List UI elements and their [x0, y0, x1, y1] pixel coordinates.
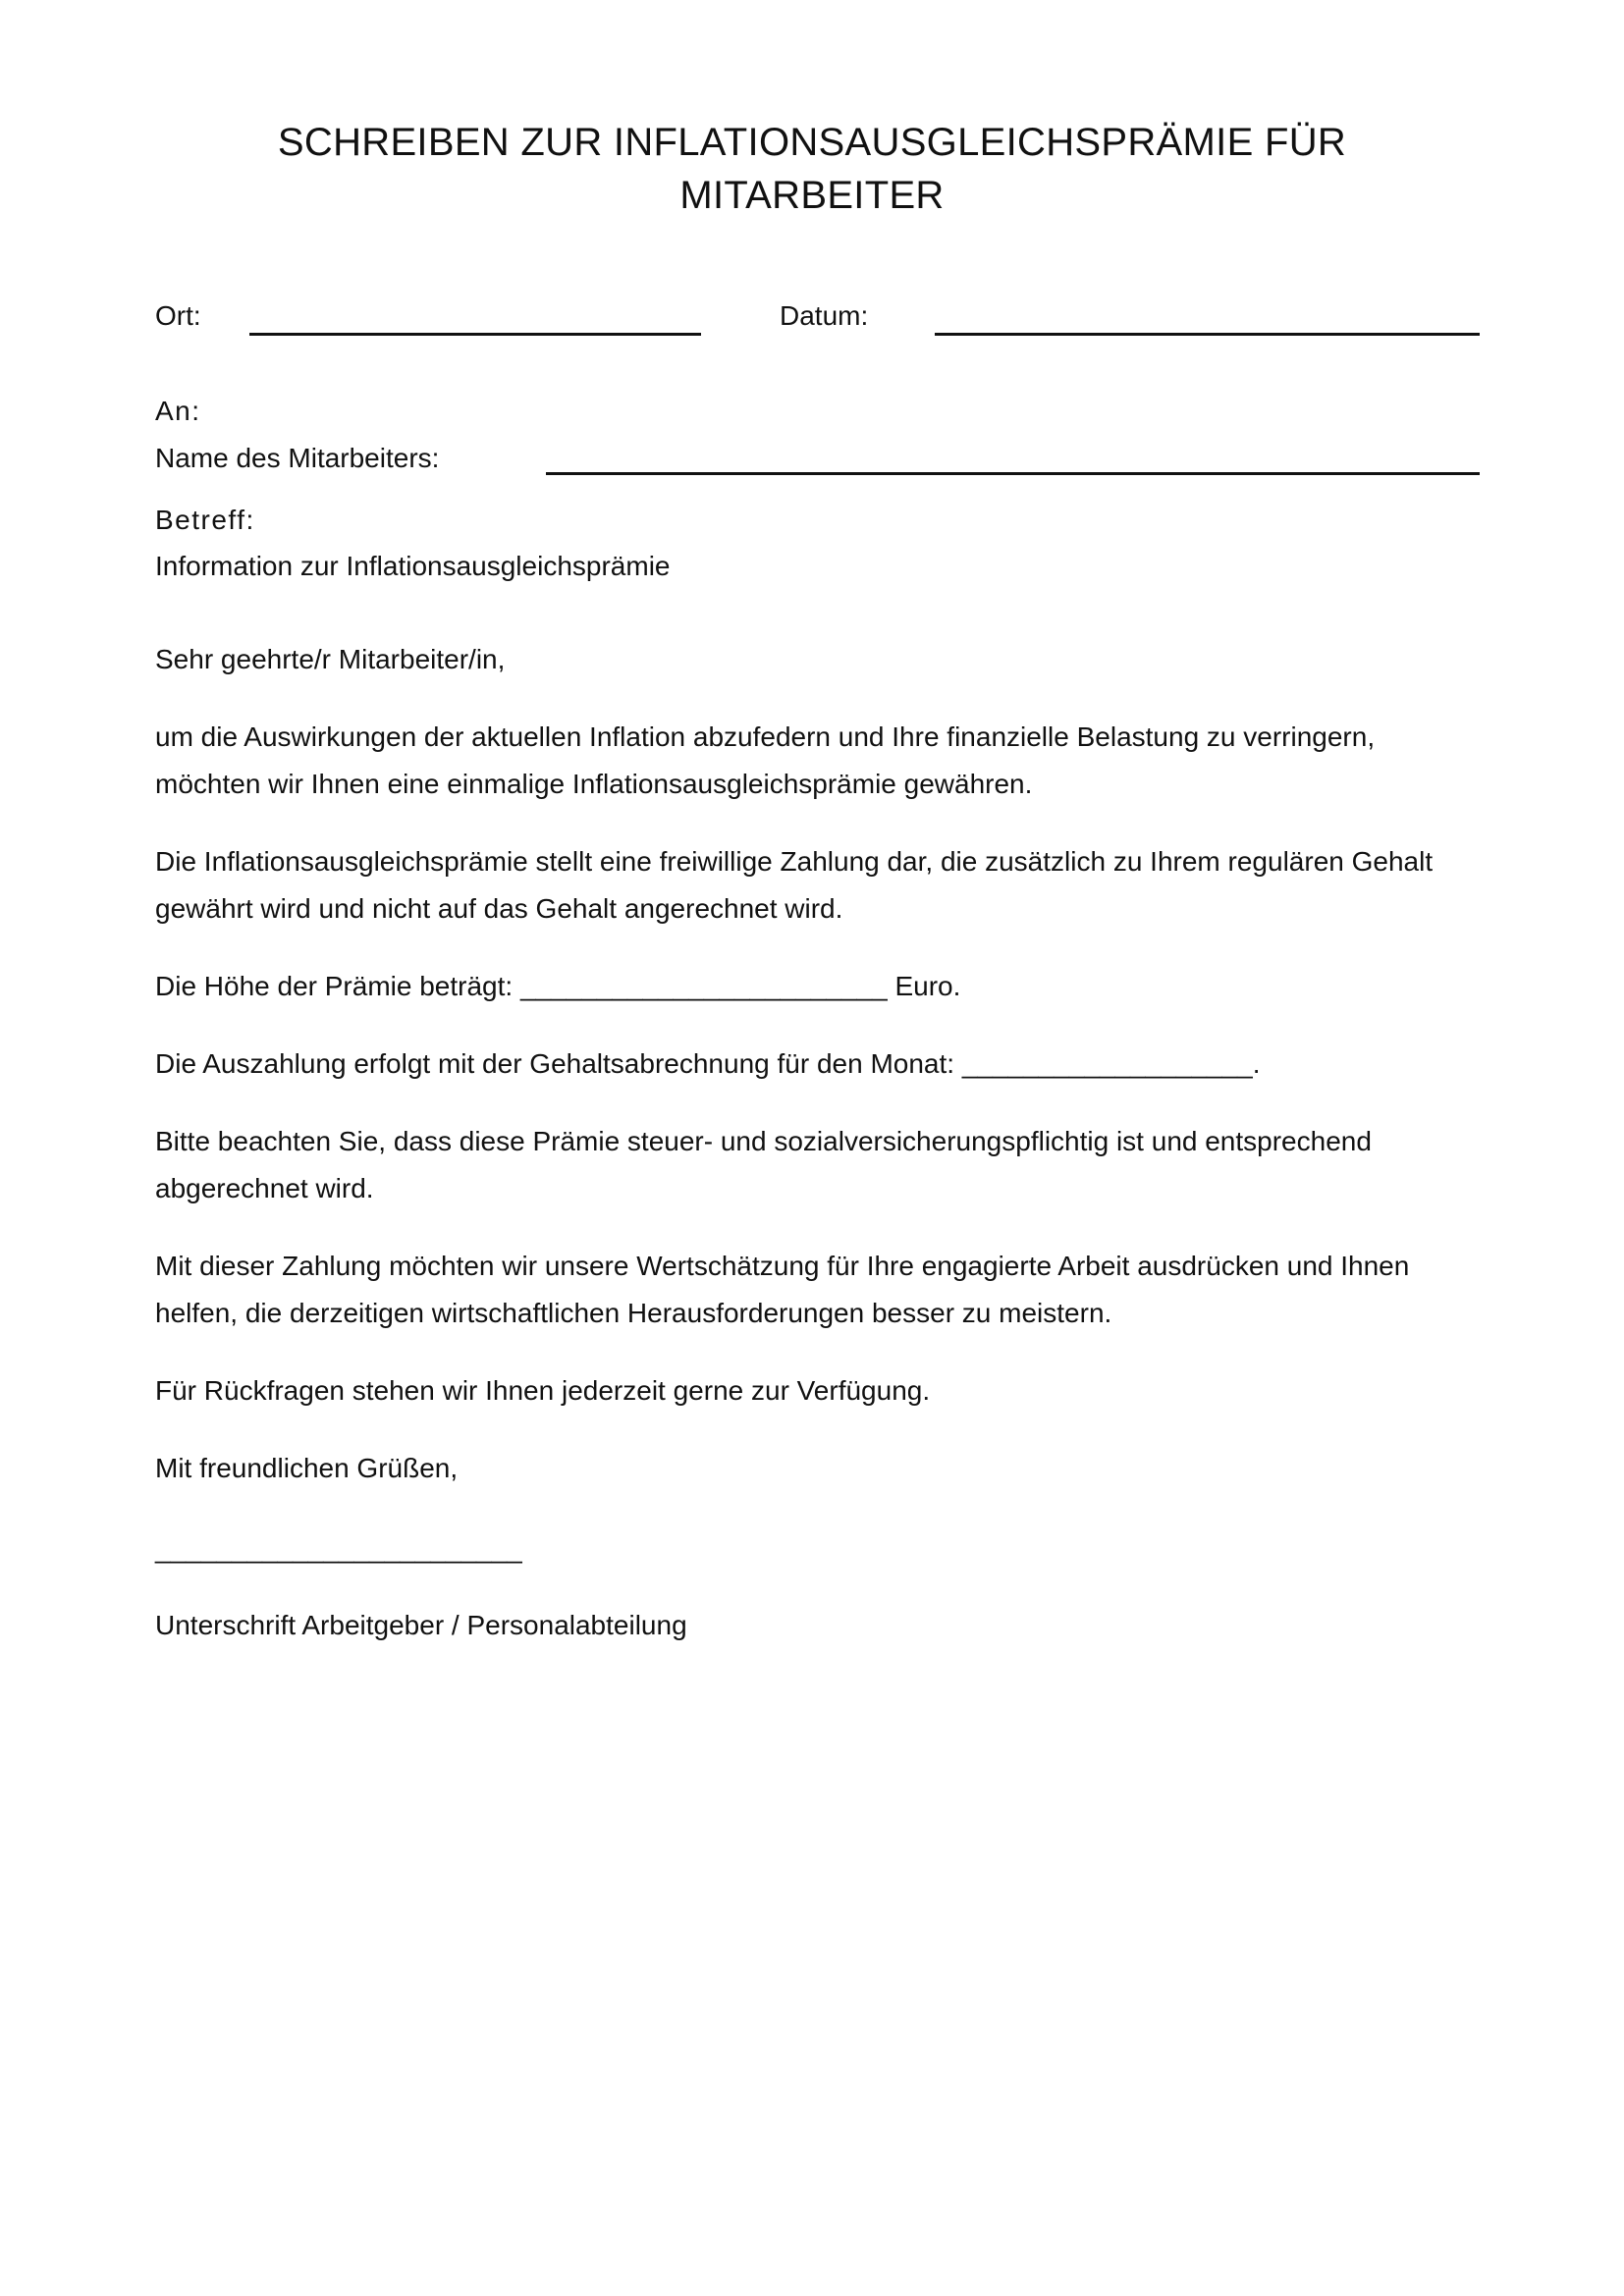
employee-name-field-line[interactable]: [546, 472, 1480, 475]
document-title-line-2: MITARBEITER: [679, 174, 945, 217]
ort-label: Ort:: [155, 300, 201, 331]
subject-label: Betreff:: [155, 505, 255, 535]
salutation: Sehr geehrte/r Mitarbeiter/in,: [155, 644, 506, 674]
datum-field-line[interactable]: [935, 333, 1480, 336]
paragraph-6-line-1: Mit dieser Zahlung möchten wir unsere Wertschätzung für Ihre engagierte Arbeit ausdrücken und Ihnen: [155, 1251, 1410, 1281]
premium-amount-line: Die Höhe der Prämie beträgt: ________________________ Euro.: [155, 971, 961, 1001]
paragraph-6-line-2: helfen, die derzeitigen wirtschaftlichen Herausforderungen besser zu meistern.: [155, 1298, 1112, 1328]
paragraph-2-line-1: Die Inflationsausgleichsprämie stellt eine freiwillige Zahlung dar, die zusätzlich zu Ihrem regulären Gehalt: [155, 846, 1434, 877]
payout-month-line: Die Auszahlung erfolgt mit der Gehaltsabrechnung für den Monat: ___________________.: [155, 1048, 1261, 1079]
ort-field-line[interactable]: [249, 333, 701, 336]
signature-label: Unterschrift Arbeitgeber / Personalabteilung: [155, 1610, 687, 1640]
paragraph-5-line-2: abgerechnet wird.: [155, 1173, 374, 1203]
paragraph-7: Für Rückfragen stehen wir Ihnen jederzeit gerne zur Verfügung.: [155, 1375, 931, 1406]
document-title-line-1: SCHREIBEN ZUR INFLATIONSAUSGLEICHSPRÄMIE FÜR: [277, 121, 1347, 164]
closing: Mit freundlichen Grüßen,: [155, 1453, 459, 1483]
employee-name-label: Name des Mitarbeiters:: [155, 443, 440, 473]
an-label: An:: [155, 396, 201, 426]
datum-label: Datum:: [780, 300, 869, 331]
document-title: [0, 116, 1624, 222]
paragraph-5-line-1: Bitte beachten Sie, dass diese Prämie steuer- und sozialversicherungspflichtig ist und entsprechend: [155, 1126, 1372, 1156]
subject-text: Information zur Inflationsausgleichsprämie: [155, 551, 671, 581]
signature-line: ________________________: [155, 1533, 522, 1564]
paragraph-1-line-1: um die Auswirkungen der aktuellen Inflation abzufedern und Ihre finanzielle Belastung zu verringern,: [155, 721, 1376, 752]
paragraph-2-line-2: gewährt wird und nicht auf das Gehalt angerechnet wird.: [155, 893, 843, 924]
paragraph-1-line-2: möchten wir Ihnen eine einmalige Inflationsausgleichsprämie gewähren.: [155, 769, 1033, 799]
